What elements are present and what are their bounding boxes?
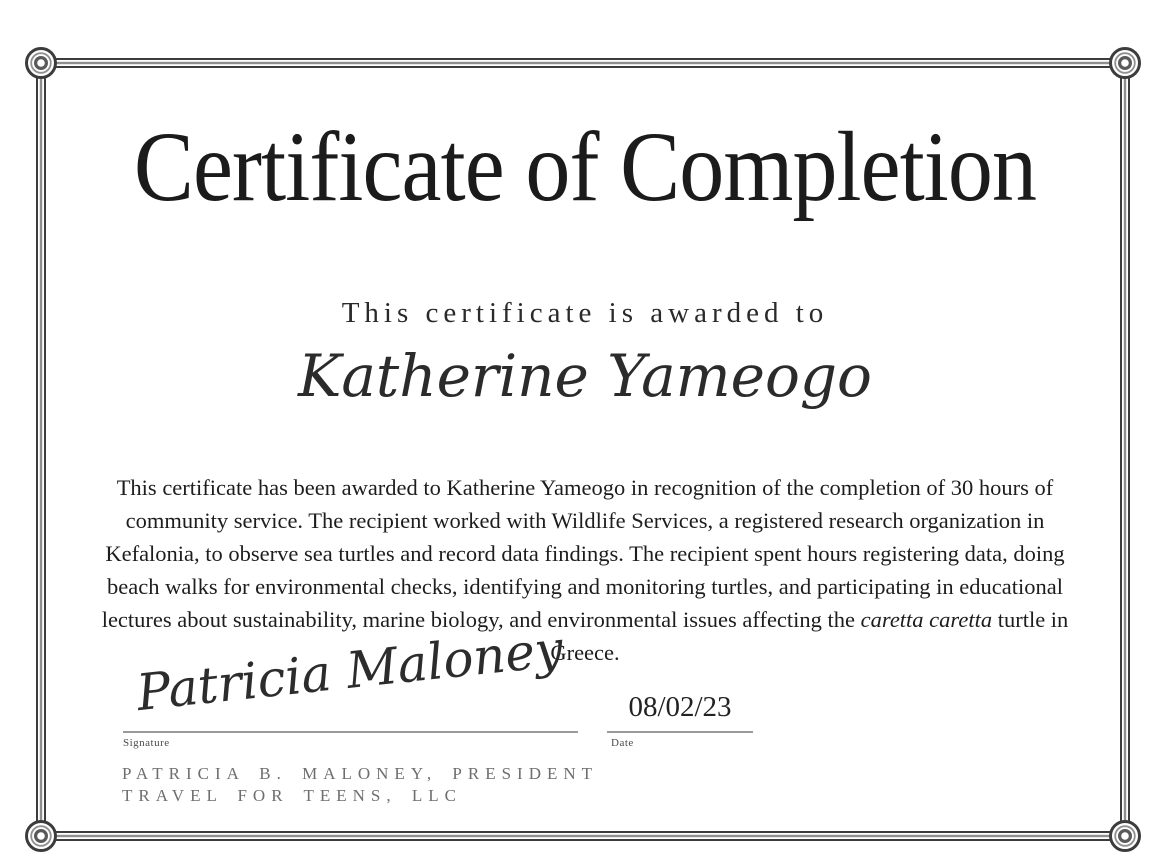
body-text-after: turtle in Greece. xyxy=(550,606,1069,665)
certificate-title: Certificate of Completion xyxy=(133,111,1037,222)
corner-ornament-bottom-left xyxy=(27,822,56,851)
certificate-body-paragraph xyxy=(85,471,1085,669)
body-text-before: This certificate has been awarded to Katherine Yameogo in recognition of the completion of 30 hours of community service. The recipient worked with Wildlife Services, a registered research organization in Kefalonia, to observe sea turtles and record data findings. The recipient spent hours registering data, doing beach walks for environmental checks, identifying and monitoring turtles, and participating in educational lectures about sustainability, marine biology, and environmental issues affecting the xyxy=(101,474,1065,632)
award-subtitle: This certificate is awarded to xyxy=(341,297,829,329)
signer-printed-name-title: PATRICIA B. MALONEY, PRESIDENT xyxy=(122,764,599,783)
corner-ornament-top-right xyxy=(1111,49,1140,78)
signature-label: Signature xyxy=(123,737,170,749)
date-rule-line xyxy=(607,731,753,733)
date-label: Date xyxy=(611,737,634,749)
signature-rule-line xyxy=(123,731,578,733)
body-italic-species-name: caretta caretta xyxy=(860,606,993,632)
handwritten-signature: Patricia Maloney xyxy=(133,619,566,722)
signer-organization: TRAVEL FOR TEENS, LLC xyxy=(122,786,462,805)
corner-ornament-top-left xyxy=(27,49,56,78)
recipient-name: Katherine Yameogo xyxy=(298,342,872,410)
corner-ornament-bottom-right xyxy=(1111,822,1140,851)
date-value: 08/02/23 xyxy=(628,691,732,723)
